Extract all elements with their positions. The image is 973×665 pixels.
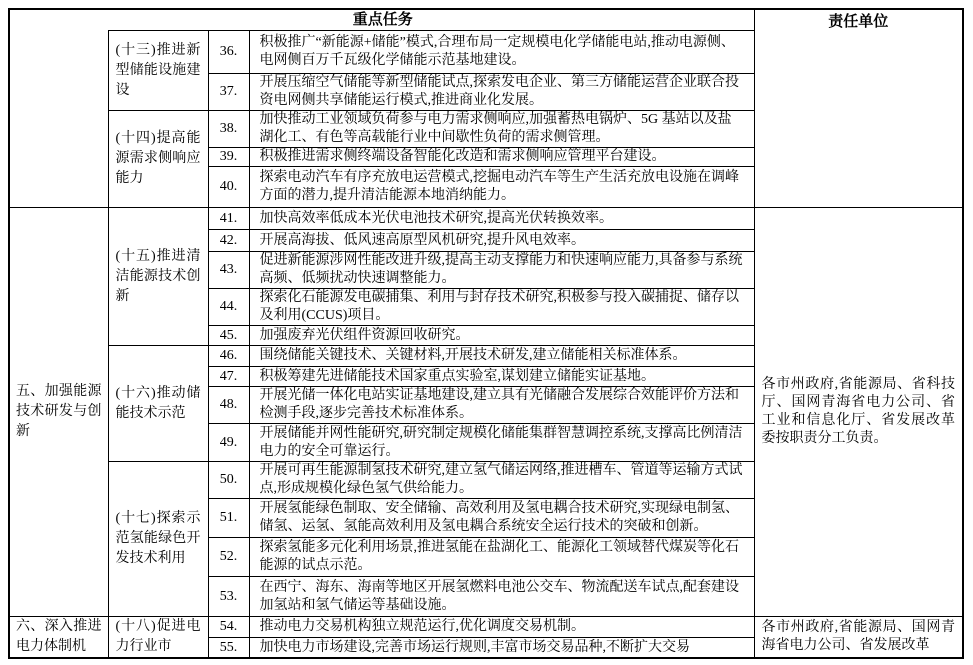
task-number: 48.	[208, 387, 249, 424]
task-number: 38.	[208, 111, 249, 148]
section-6-cell: 六、深入推进电力体制机	[9, 617, 108, 659]
task-number: 52.	[208, 538, 249, 577]
task-number: 50.	[208, 462, 249, 499]
task-text: 加快高效率低成本光伏电池技术研究,提高光伏转换效率。	[249, 208, 754, 230]
task-text: 开展压缩空气储能等新型储能试点,探索发电企业、第三方储能运营企业联合投资电网侧共享储能运行模式,推进商业化发展。	[249, 74, 754, 111]
subsection-15-cell: (十五)推进清洁能源技术创新	[108, 208, 208, 346]
task-number: 46.	[208, 346, 249, 367]
task-row-41	[9, 208, 963, 230]
task-text: 加快电力市场建设,完善市场运行规则,丰富市场交易品种,不断扩大交易	[249, 638, 754, 659]
header-left-spacer	[9, 9, 108, 31]
task-text: 积极筹建先进储能技术国家重点实验室,谋划建立储能实证基地。	[249, 367, 754, 387]
header-key-tasks	[108, 9, 754, 31]
section-prev-cell	[9, 31, 108, 208]
task-text: 开展储能并网性能研究,研究制定规模化储能集群智慧调控系统,支撑高比例清洁电力的安全可靠运行。	[249, 424, 754, 462]
task-text: 积极推进需求侧终端设备智能化改造和需求侧响应管理平台建设。	[249, 148, 754, 167]
task-number: 55.	[208, 638, 249, 659]
key-tasks-label: 重点任务	[352, 12, 413, 28]
header-row	[9, 9, 963, 31]
task-number: 37.	[208, 74, 249, 111]
subsection-18-cell: (十八)促进电力行业市	[108, 617, 208, 659]
task-text: 加强废弃光伏组件资源回收研究。	[249, 326, 754, 346]
task-number: 53.	[208, 577, 249, 617]
task-number: 51.	[208, 499, 249, 538]
subsection-13-cell: (十三)推进新型储能设施建设	[108, 31, 208, 111]
task-text: 探索电动汽车有序充放电运营模式,挖掘电动汽车等生产生活充放电设施在调峰方面的潜力,提升清洁能源本地消纳能力。	[249, 167, 754, 208]
subsection-14-cell: (十四)提高能源需求侧响应能力	[108, 111, 208, 208]
task-row-54	[9, 617, 963, 638]
task-text: 加快推动工业领域负荷参与电力需求侧响应,加强蓄热电锅炉、5G 基站以及盐湖化工、有色等高载能行业中间歇性负荷的需求侧管理。	[249, 111, 754, 148]
task-text: 开展氢能绿色制取、安全储输、高效利用及氢电耦合技术研究,实现绿电制氢、储氢、运氢、氢能高效利用及氢电耦合系统安全运行技术的突破和创新。	[249, 499, 754, 538]
header-responsible-unit	[754, 9, 963, 208]
task-text: 推动电力交易机构独立规范运行,优化调度交易机制。	[249, 617, 754, 638]
task-number: 36.	[208, 31, 249, 74]
subsection-17-cell: (十七)探索示范氢能绿色开发技术利用	[108, 462, 208, 617]
task-number: 42.	[208, 230, 249, 252]
section-5-cell: 五、加强能源技术研发与创新	[9, 208, 108, 617]
task-number: 44.	[208, 289, 249, 326]
task-number: 40.	[208, 167, 249, 208]
task-text: 开展光储一体化电站实证基地建设,建立具有光储融合发展综合效能评价方法和检测手段,逐步完善技术标准体系。	[249, 387, 754, 424]
responsible-unit-label: 责任单位	[828, 14, 889, 30]
responsible-unit-section-6: 各市州政府,省能源局、国网青海省电力公司、省发展改革	[754, 617, 963, 659]
key-tasks-table	[8, 8, 964, 659]
task-number: 54.	[208, 617, 249, 638]
task-text: 探索氢能多元化利用场景,推进氢能在盐湖化工、能源化工领域替代煤炭等化石能源的试点示范。	[249, 538, 754, 577]
task-text: 开展可再生能源制氢技术研究,建立氢气储运网络,推进槽车、管道等运输方式试点,形成规模化绿色氢气供给能力。	[249, 462, 754, 499]
task-number: 45.	[208, 326, 249, 346]
task-text: 开展高海拔、低风速高原型风机研究,提升风电效率。	[249, 230, 754, 252]
task-text: 围绕储能关键技术、关键材料,开展技术研发,建立储能相关标准体系。	[249, 346, 754, 367]
subsection-16-cell: (十六)推动储能技术示范	[108, 346, 208, 462]
task-number: 49.	[208, 424, 249, 462]
task-number: 47.	[208, 367, 249, 387]
task-text: 探索化石能源发电碳捕集、利用与封存技术研究,积极参与投入碳捕捉、储存以及利用(CCUS)项目。	[249, 289, 754, 326]
task-number: 39.	[208, 148, 249, 167]
task-number: 41.	[208, 208, 249, 230]
task-number: 43.	[208, 252, 249, 289]
responsible-unit-section-5: 各市州政府,省能源局、省科技厅、国网青海省电力公司、省工业和信息化厅、省发展改革委按职责分工负责。	[754, 208, 963, 617]
task-text: 促进新能源涉网性能改进升级,提高主动支撑能力和快速响应能力,具备参与系统高频、低频扰动快速调整能力。	[249, 252, 754, 289]
task-text: 积极推广“新能源+储能”模式,合理布局一定规模电化学储能电站,推动电源侧、电网侧百万千瓦级化学储能示范基地建设。	[249, 31, 754, 74]
task-text: 在西宁、海东、海南等地区开展氢燃料电池公交车、物流配送车试点,配套建设加氢站和氢气储运等基础设施。	[249, 577, 754, 617]
